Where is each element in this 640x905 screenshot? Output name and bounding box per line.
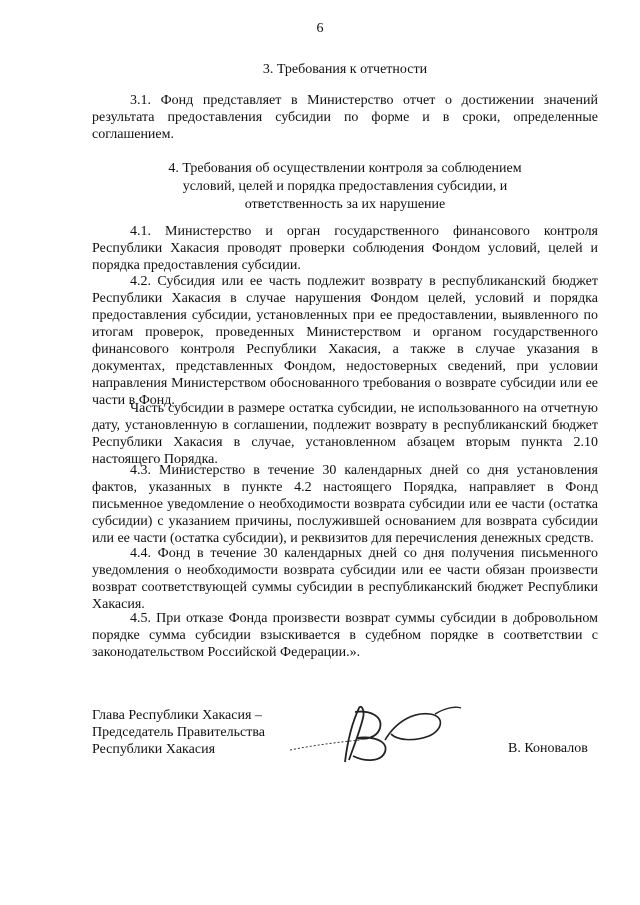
paragraph-4-5: 4.5. При отказе Фонда произвести возврат суммы субсидии в добровольном порядке сумма субсидии взыскивается в судебном порядке в соответствии с законодательством Российской Федерации.».: [92, 611, 598, 660]
signer-name: В. Коновалов: [508, 741, 588, 756]
paragraph-4-1: 4.1. Министерство и орган государственного финансового контроля Республики Хакасия проводят проверки соблюдения Фондом условий, целей и порядка предоставления субсидии.: [92, 224, 598, 273]
paragraph-3-1: 3.1. Фонд представляет в Министерство отчет о достижении значений результата предоставления субсидии по форме и в сроки, определенные соглашением.: [92, 93, 598, 142]
paragraph-4-3: 4.3. Министерство в течение 30 календарных дней со дня установления фактов, указанных в пункте 4.2 настоящего Порядка, направляет в Фонд письменное уведомление о необходимости возврата субсидии или ее части (остатка субсидии) с указанием причины, послужившей основанием для возврата субсидии или ее части (остатка субсидии), и реквизитов для перечисления денежных средств.: [92, 463, 598, 546]
paragraph-4-4: 4.4. Фонд в течение 30 календарных дней со дня получения письменного уведомления о необходимости возврата субсидии или ее части обязан произвести возврат соответствующей суммы субсидии в республиканский бюджет Республики Хакасия.: [92, 546, 598, 612]
section-4-title-line-2: условий, целей и порядка предоставления субсидии, и: [182, 179, 508, 194]
handwritten-signature-icon: [285, 690, 465, 770]
section-3-title: 3. Требования к отчетности: [262, 62, 428, 77]
signatory-title-line-3: Республики Хакасия: [92, 742, 216, 757]
signatory-title-line-1: Глава Республики Хакасия –: [92, 708, 262, 723]
section-4-title-line-3: ответственность за их нарушение: [244, 197, 446, 212]
paragraph-4-2: 4.2. Субсидия или ее часть подлежит возврату в республиканский бюджет Республики Хакасия в случае нарушения Фондом целей, условий и порядка предоставления субсидии, установленных при ее предоставлении, выявленного по итогам проверок, проведенных Министерством и органом государственного финансового контроля Республики Хакасия, а также в случае указания в документах, представленных Фондом, недостоверных сведений, при условии направления Министерством обоснованного требования о возврате субсидии или ее части в Фонд.: [92, 274, 598, 408]
signatory-title-line-2: Председатель Правительства: [92, 725, 265, 740]
page-number: 6: [316, 21, 324, 36]
section-4-title-line-1: 4. Требования об осуществлении контроля за соблюдением: [168, 161, 522, 176]
section-4-title: [90, 160, 600, 214]
paragraph-4-2-continuation: Часть субсидии в размере остатка субсидии, не использованного на отчетную дату, установленную в соглашении, подлежит возврату в республиканский бюджет Республики Хакасия в случае, установленном абзацем вторым пункта 2.10 настоящего Порядка.: [92, 401, 598, 467]
signatory-title: [92, 707, 265, 758]
